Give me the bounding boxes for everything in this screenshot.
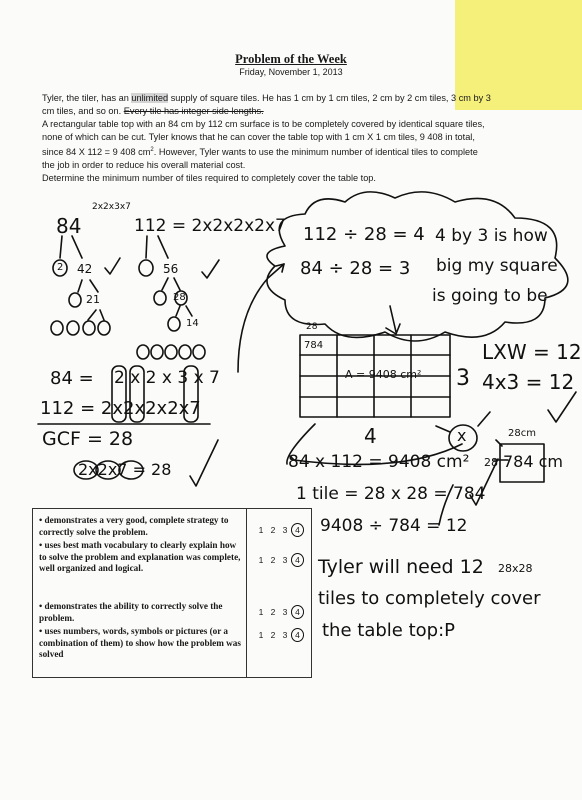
score-4-circled: 4 [291, 553, 304, 567]
answer-line: Tyler will need 12 [318, 556, 484, 578]
score-3: 3 [282, 525, 288, 535]
score-4-circled: 4 [291, 628, 304, 642]
problem-text: A rectangular table top with an 84 cm by 112 cm surface is to be completely covered by identical square tiles, [42, 119, 485, 129]
cloud-note: is going to be [432, 286, 548, 306]
grid-bottom-label: 4 [364, 424, 377, 448]
score-2: 2 [270, 555, 276, 565]
rubric-divider [246, 509, 247, 677]
rubric-table [32, 508, 312, 678]
row-84-label: 84 = [50, 368, 94, 389]
rubric-scale-row [255, 628, 311, 642]
score-1: 1 [258, 607, 264, 617]
tile-equation: 1 tile = 28 x 28 = 784 [296, 484, 486, 504]
gcf-result: GCF = 28 [42, 428, 134, 450]
row-84-factors: 2 x 2 x 3 x 7 [114, 368, 220, 388]
answer-tile-size: 28x28 [498, 562, 533, 575]
grid-area: A = 9408 cm² [345, 368, 422, 381]
tree-84-node: 21 [86, 293, 100, 306]
tree-112-node: 14 [186, 318, 199, 329]
lxw-equation: LXW = 12 [482, 340, 582, 364]
grid-cell-value: 784 [304, 340, 324, 351]
gcf-product: 2x2x7 = 28 [78, 460, 172, 479]
score-3: 3 [282, 607, 288, 617]
tree-84-node: 2 [57, 262, 64, 273]
times-sign: x [457, 426, 467, 445]
score-1: 1 [258, 525, 264, 535]
division-equation: 9408 ÷ 784 = 12 [320, 516, 468, 536]
area-equation: 84 x 112 = 9408 cm² [288, 452, 470, 472]
score-3: 3 [282, 630, 288, 640]
problem-text: since 84 X 112 = 9 408 cm [42, 147, 151, 158]
score-1: 1 [258, 555, 264, 565]
problem-text: Tyler, the tiler, has an [42, 93, 132, 103]
struck-text: Every tile has integer side lengths. [123, 106, 264, 116]
grid-corner-label: 28 [306, 322, 318, 332]
box-side-label: 28 [484, 456, 498, 469]
highlighted-word: unlimited [131, 93, 169, 103]
row-112-factors: 112 = 2x2x2x2x7 [40, 398, 201, 419]
score-4-circled: 4 [291, 523, 304, 537]
tree-112-node: 28 [173, 292, 186, 303]
box-value: 784 cm [503, 452, 564, 471]
hand-112-factorization: 112 = 2x2x2x2x7 [134, 216, 286, 236]
four-by-three: 4x3 = 12 [482, 370, 575, 394]
rubric-criterion: • demonstrates the ability to correctly solve the problem. [39, 601, 223, 623]
answer-line: tiles to completely cover [318, 588, 541, 609]
problem-text: supply of square tiles. He has 1 cm by 1 cm tiles, 2 cm by 2 cm tiles, 3 cm by 3 [168, 93, 491, 103]
rubric-criterion: • demonstrates a very good, complete strategy to correctly solve the problem. [39, 515, 229, 537]
rubric-criterion: • uses numbers, words, symbols or pictures (or a combination of them) to show how the problem was solved [39, 626, 241, 659]
tree-112-node: 56 [163, 262, 179, 276]
problem-text: cm tiles, and so on. [42, 106, 124, 116]
cloud-division-1: 112 ÷ 28 = 4 [303, 224, 425, 245]
superscript: 2 [150, 147, 154, 153]
answer-line: the table top:P [322, 620, 455, 641]
problem-text: Determine the minimum number of tiles required to completely cover the table top. [42, 173, 376, 184]
problem-text: none of which can be cut. Tyler knows that he can cover the table top with 1 cm X 1 cm tiles, 9 408 in total, [42, 132, 475, 142]
tree-84-node: 42 [77, 262, 93, 276]
page-date: Friday, November 1, 2013 [239, 67, 343, 77]
box-top-label: 28cm [508, 428, 536, 439]
problem-text: . However, Tyler wants to use the minimum number of identical tiles to complete [153, 147, 478, 158]
prime-factors-top: 2x2x3x7 [92, 202, 131, 212]
rubric-scale-row [255, 523, 311, 537]
cloud-note: big my square [436, 256, 558, 276]
cloud-division-2: 84 ÷ 28 = 3 [300, 258, 411, 279]
page-title: Problem of the Week [235, 52, 347, 66]
rubric-scale-row [255, 553, 311, 567]
rubric-scale-row [255, 605, 311, 619]
cloud-note: 4 by 3 is how [435, 226, 548, 246]
score-2: 2 [270, 525, 276, 535]
score-2: 2 [270, 630, 276, 640]
grid-side-label: 3 [456, 366, 470, 391]
score-3: 3 [282, 555, 288, 565]
score-4-circled: 4 [291, 605, 304, 619]
score-2: 2 [270, 607, 276, 617]
rubric-criterion: • uses best math vocabulary to clearly explain how to solve the problem and explanation was complete, well organized and logical. [39, 540, 241, 573]
score-1: 1 [258, 630, 264, 640]
problem-text: the job in order to reduce his overall material cost. [42, 160, 246, 171]
hand-84: 84 [56, 214, 82, 238]
